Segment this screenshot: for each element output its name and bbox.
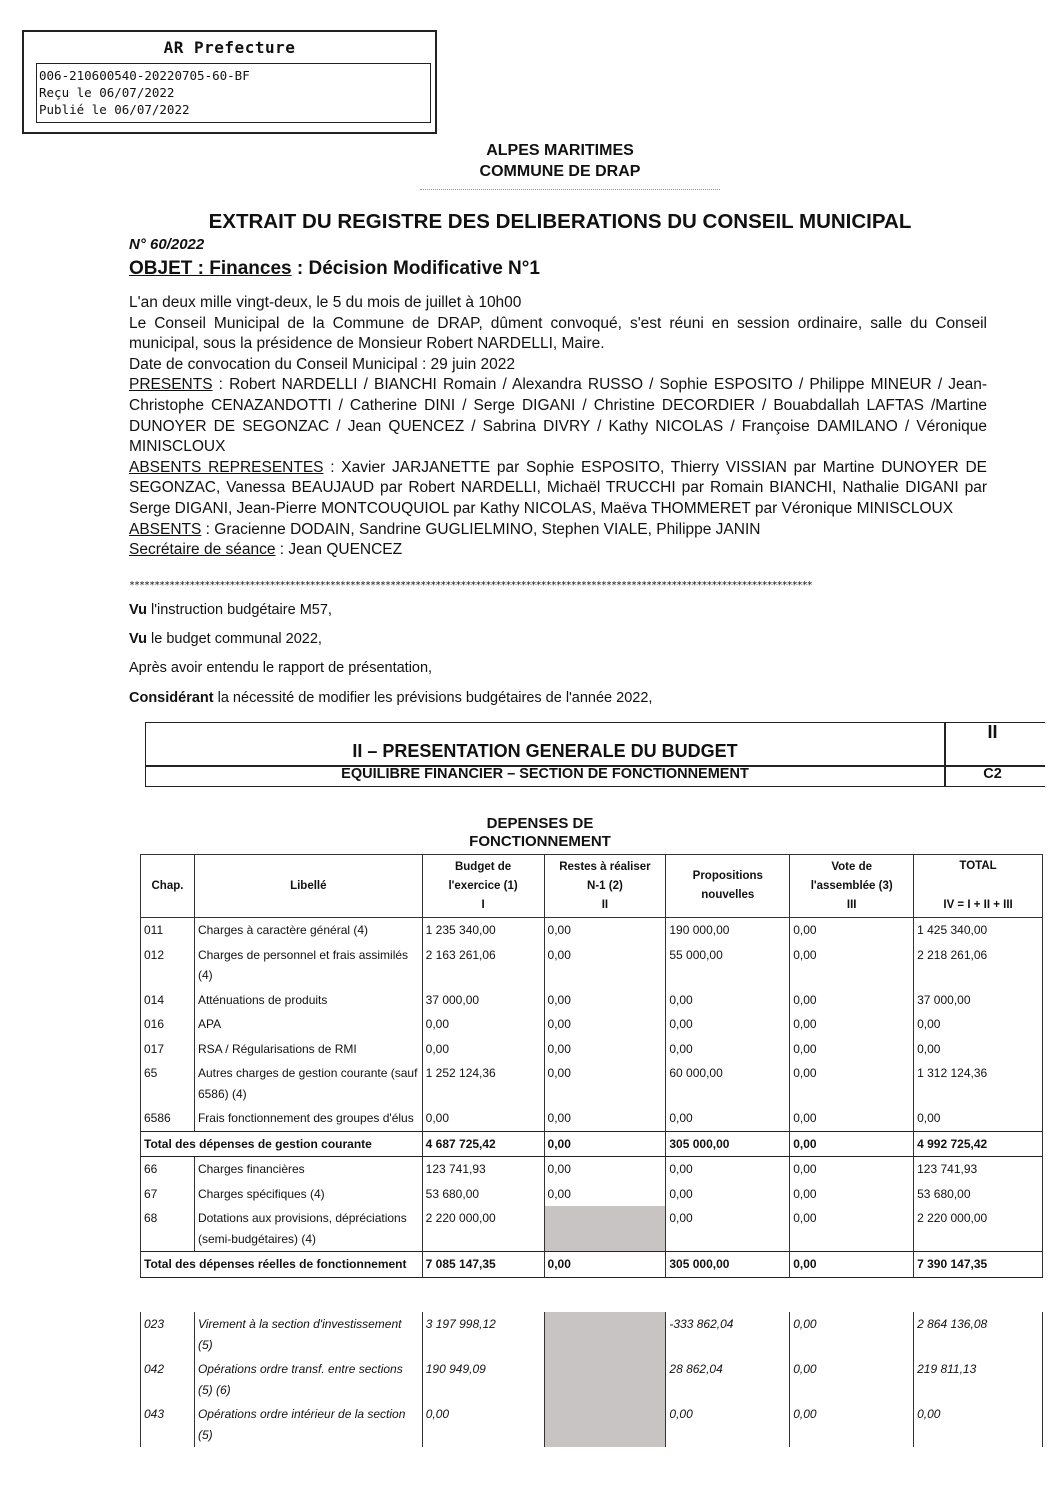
restes-cell: 0,00 [544, 1131, 666, 1157]
header-budget-1: Budget de [454, 860, 512, 873]
ordre-row [141, 1357, 1043, 1402]
budget-cell: 37 000,00 [422, 988, 544, 1013]
total-cell: 0,00 [914, 1106, 1043, 1131]
chap-cell: 042 [141, 1357, 195, 1402]
header-propositions [666, 855, 790, 918]
chap-cell: 017 [141, 1037, 195, 1062]
convocation-date: Date de convocation du Conseil Municipal : 29 juin 2022 [129, 355, 516, 373]
total-cell: 0,00 [914, 1402, 1043, 1447]
stamp-title: AR Prefecture [163, 38, 296, 57]
total-cell: 53 680,00 [914, 1182, 1043, 1207]
libelle-cell: Autres charges de gestion courante (sauf 6586) (4) [194, 1061, 422, 1106]
budget-cell: 0,00 [422, 1106, 544, 1131]
libelle-cell: Opérations ordre transf. entre sections (5) (6) [194, 1357, 422, 1402]
presents-list: : Robert NARDELLI / BIANCHI Romain / Alexandra RUSSO / Sophie ESPOSITO / Philippe MINEUR / Jean-Christophe CENAZANDOTTI / Catherine DINI / Serge DIGANI / Christine DECORDIER / Bouabdallah LAFTAS /Martine DUNOYER DE SEGONZAC / Jean QUENCEZ / Sabrina DIVRY / Kathy NICOLAS / Françoise DAMILANO / Véronique MINISCLOUX [129, 376, 987, 456]
restes-cell: 0,00 [544, 1037, 666, 1062]
total-gestion-row [141, 1131, 1043, 1157]
chap-cell: 68 [141, 1206, 195, 1252]
absents-represented-paragraph [129, 458, 987, 520]
restes-cell [544, 1206, 666, 1252]
propositions-cell: 305 000,00 [666, 1131, 790, 1157]
header-vote-2: l'assemblée (3) [810, 879, 893, 892]
table-row [141, 1206, 1043, 1252]
budget-cell: 0,00 [422, 1402, 544, 1447]
header-chap: Chap. [141, 855, 195, 918]
budget-cell: 53 680,00 [422, 1182, 544, 1207]
chap-cell: 67 [141, 1182, 195, 1207]
commune-heading: COMMUNE DE DRAP [479, 163, 641, 180]
restes-cell: 0,00 [544, 1157, 666, 1182]
header-total-2: IV = I + II + III [943, 899, 1013, 911]
secretary-name: : Jean QUENCEZ [275, 541, 403, 559]
total-label: Total des dépenses réelles de fonctionnement [141, 1252, 423, 1278]
propositions-cell: 0,00 [666, 1037, 790, 1062]
budget-cell: 190 949,09 [422, 1357, 544, 1402]
stamp-received: Reçu le 06/07/2022 [39, 85, 175, 100]
libelle-cell: Dotations aux provisions, dépréciations (semi-budgétaires) (4) [194, 1206, 422, 1252]
libelle-cell: Virement à la section d'investissement (5) [194, 1312, 422, 1357]
star-separator: **************************************************************************************************************************************** [129, 580, 812, 591]
header-vote-3: III [846, 898, 857, 911]
presents-label: PRESENTS [129, 376, 213, 394]
chap-cell: 6586 [141, 1106, 195, 1131]
total-cell: 219 811,13 [914, 1357, 1043, 1402]
objet-label: OBJET : Finances [129, 258, 292, 279]
vote-cell: 0,00 [790, 1106, 914, 1131]
vu-instruction [129, 602, 332, 618]
libelle-cell: RSA / Régularisations de RMI [194, 1037, 422, 1062]
propositions-cell: 60 000,00 [666, 1061, 790, 1106]
total-cell: 1 312 124,36 [914, 1061, 1043, 1106]
budget-cell: 1 235 340,00 [422, 918, 544, 943]
prefecture-stamp [22, 30, 437, 134]
total-cell: 0,00 [914, 1012, 1043, 1037]
absents-list: : Gracienne DODAIN, Sandrine GUGLIELMINO, Stephen VIALE, Philippe JANIN [201, 520, 761, 538]
propositions-cell: 55 000,00 [666, 943, 790, 988]
header-divider [420, 189, 720, 190]
vote-cell: 0,00 [790, 1061, 914, 1106]
libelle-cell: Charges spécifiques (4) [194, 1182, 422, 1207]
header-restes-3: II [601, 898, 609, 911]
table-row [141, 943, 1043, 988]
total-cell: 123 741,93 [914, 1157, 1043, 1182]
total-label: Total des dépenses de gestion courante [141, 1131, 423, 1157]
section-code-bottom: C2 [983, 766, 1002, 782]
propositions-cell: 0,00 [666, 988, 790, 1013]
objet-line [129, 258, 540, 280]
deliberation-number: N° 60/2022 [129, 236, 205, 253]
total-cell: 2 864 136,08 [914, 1312, 1043, 1357]
section-subtitle: EQUILIBRE FINANCIER – SECTION DE FONCTIONNEMENT [341, 766, 749, 782]
restes-cell: 0,00 [544, 918, 666, 943]
table-row [141, 1106, 1043, 1131]
vote-cell: 0,00 [790, 1402, 914, 1447]
table-header-row [141, 855, 1043, 918]
libelle-cell: Charges financières [194, 1157, 422, 1182]
budget-cell: 2 220 000,00 [422, 1206, 544, 1252]
absents-represented-label: ABSENTS REPRESENTES [129, 458, 324, 476]
restes-cell [544, 1402, 666, 1447]
ordre-row [141, 1312, 1043, 1357]
ordre-row [141, 1402, 1043, 1447]
table-row [141, 1182, 1043, 1207]
depenses-title [440, 815, 640, 851]
propositions-cell: 0,00 [666, 1012, 790, 1037]
budget-cell: 1 252 124,36 [422, 1061, 544, 1106]
restes-cell: 0,00 [544, 988, 666, 1013]
chap-cell: 65 [141, 1061, 195, 1106]
total-cell: 37 000,00 [914, 988, 1043, 1013]
restes-cell: 0,00 [544, 1106, 666, 1131]
absents-represented-list: : Xavier JARJANETTE par Sophie ESPOSITO, Thierry VISSIAN par Martine DUNOYER DE SEGONZAC, Vanessa BEAUJAUD par Robert NARDELLI, Michaël TRUCCHI par Romain BIANCHI, Nathalie DIGANI par Serge DIGANI, Jean-Pierre MONTCOUQUIOL par Kathy NICOLAS, Maëva THOMMERET par Véronique MINISCLOUX [129, 458, 987, 517]
stamp-details [36, 63, 431, 123]
table-row [141, 1037, 1043, 1062]
header-props-2: nouvelles [701, 889, 755, 901]
vote-cell: 0,00 [790, 1357, 914, 1402]
table-row [141, 988, 1043, 1013]
restes-cell: 0,00 [544, 1061, 666, 1106]
table-row [141, 1157, 1043, 1182]
vote-cell: 0,00 [790, 1312, 914, 1357]
session-date: L'an deux mille vingt-deux, le 5 du mois de juillet à 10h00 [129, 294, 522, 311]
header-restes [544, 855, 666, 918]
header-restes-1: Restes à réaliser [559, 860, 651, 873]
table-row [141, 918, 1043, 943]
apres-rapport: Après avoir entendu le rapport de présentation, [129, 660, 433, 676]
session-convocation: Le Conseil Municipal de la Commune de DRAP, dûment convoqué, s'est réuni en session ordinaire, salle du Conseil municipal, sous la présidence de Monsieur Robert NARDELLI, Maire. [129, 314, 987, 353]
total-cell: 4 992 725,42 [914, 1131, 1043, 1157]
header-restes-2: N-1 (2) [587, 879, 623, 892]
libelle-cell: Atténuations de produits [194, 988, 422, 1013]
propositions-cell: 28 862,04 [666, 1357, 790, 1402]
total-cell: 0,00 [914, 1037, 1043, 1062]
budget-cell: 7 085 147,35 [422, 1252, 544, 1278]
operations-ordre-table [140, 1312, 1043, 1447]
vote-cell: 0,00 [790, 1206, 914, 1252]
total-cell: 7 390 147,35 [914, 1252, 1043, 1278]
considerant-text: la nécessité de modifier les prévisions budgétaires de l'année 2022, [213, 690, 653, 706]
depenses-title-line2: FONCTIONNEMENT [469, 833, 611, 850]
vote-cell: 0,00 [790, 1131, 914, 1157]
vu-text-1: l'instruction budgétaire M57, [147, 602, 332, 618]
vote-cell: 0,00 [790, 1252, 914, 1278]
vu-text-2: le budget communal 2022, [147, 631, 322, 647]
propositions-cell: 305 000,00 [666, 1252, 790, 1278]
chap-cell: 66 [141, 1157, 195, 1182]
vote-cell: 0,00 [790, 943, 914, 988]
propositions-cell: 0,00 [666, 1402, 790, 1447]
considerant-label: Considérant [129, 690, 214, 706]
header-total [914, 855, 1043, 918]
header-props-1: Propositions [692, 870, 763, 882]
propositions-cell: -333 862,04 [666, 1312, 790, 1357]
libelle-cell: Opérations ordre intérieur de la section (5) [194, 1402, 422, 1447]
section-title: II – PRESENTATION GENERALE DU BUDGET [352, 741, 738, 761]
vote-cell: 0,00 [790, 1012, 914, 1037]
deliberation-body [129, 293, 987, 561]
restes-cell [544, 1357, 666, 1402]
vote-cell: 0,00 [790, 1182, 914, 1207]
libelle-cell: Frais fonctionnement des groupes d'élus [194, 1106, 422, 1131]
header-libelle: Libellé [194, 855, 422, 918]
header-budget-3: I [481, 898, 485, 911]
considerant [129, 690, 652, 706]
budget-cell: 3 197 998,12 [422, 1312, 544, 1357]
budget-cell: 4 687 725,42 [422, 1131, 544, 1157]
stamp-published: Publié le 06/07/2022 [39, 102, 190, 117]
chap-cell: 023 [141, 1312, 195, 1357]
restes-cell: 0,00 [544, 1252, 666, 1278]
vu-budget [129, 631, 322, 647]
libelle-cell: APA [194, 1012, 422, 1037]
vu-label-2: Vu [129, 631, 147, 647]
chap-cell: 011 [141, 918, 195, 943]
propositions-cell: 0,00 [666, 1157, 790, 1182]
total-cell: 2 218 261,06 [914, 943, 1043, 988]
total-cell: 2 220 000,00 [914, 1206, 1043, 1252]
table-row [141, 1061, 1043, 1106]
header-budget [422, 855, 544, 918]
vote-cell: 0,00 [790, 918, 914, 943]
propositions-cell: 0,00 [666, 1206, 790, 1252]
libelle-cell: Charges de personnel et frais assimilés (4) [194, 943, 422, 988]
propositions-cell: 0,00 [666, 1182, 790, 1207]
header-budget-2: l'exercice (1) [448, 879, 518, 892]
propositions-cell: 0,00 [666, 1106, 790, 1131]
absents-paragraph [129, 520, 987, 541]
secretary-paragraph [129, 540, 987, 561]
objet-text: : Décision Modificative N°1 [291, 258, 540, 279]
header-vote-1: Vote de [831, 860, 873, 873]
depenses-title-line1: DEPENSES DE [486, 815, 594, 832]
restes-cell [544, 1312, 666, 1357]
vote-cell: 0,00 [790, 1037, 914, 1062]
chap-cell: 043 [141, 1402, 195, 1447]
vu-label-1: Vu [129, 602, 147, 618]
vote-cell: 0,00 [790, 988, 914, 1013]
header-total-1: TOTAL [959, 860, 997, 872]
libelle-cell: Charges à caractère général (4) [194, 918, 422, 943]
budget-cell: 0,00 [422, 1037, 544, 1062]
section-code-top: II [987, 722, 998, 742]
chap-cell: 016 [141, 1012, 195, 1037]
restes-cell: 0,00 [544, 1182, 666, 1207]
document-title: EXTRAIT DU REGISTRE DES DELIBERATIONS DU CONSEIL MUNICIPAL [208, 210, 912, 233]
table-row [141, 1012, 1043, 1037]
total-reelles-row [141, 1252, 1043, 1278]
header-vote [790, 855, 914, 918]
depenses-table [140, 854, 1043, 1278]
propositions-cell: 190 000,00 [666, 918, 790, 943]
restes-cell: 0,00 [544, 943, 666, 988]
absents-label: ABSENTS [129, 520, 202, 538]
chap-cell: 014 [141, 988, 195, 1013]
vote-cell: 0,00 [790, 1157, 914, 1182]
restes-cell: 0,00 [544, 1012, 666, 1037]
presents-paragraph [129, 375, 987, 457]
chap-cell: 012 [141, 943, 195, 988]
total-cell: 1 425 340,00 [914, 918, 1043, 943]
budget-cell: 2 163 261,06 [422, 943, 544, 988]
region-heading: ALPES MARITIMES [486, 142, 634, 159]
budget-cell: 0,00 [422, 1012, 544, 1037]
budget-cell: 123 741,93 [422, 1157, 544, 1182]
stamp-reference: 006-210600540-20220705-60-BF [39, 68, 250, 83]
secretary-label: Secrétaire de séance [129, 541, 276, 559]
